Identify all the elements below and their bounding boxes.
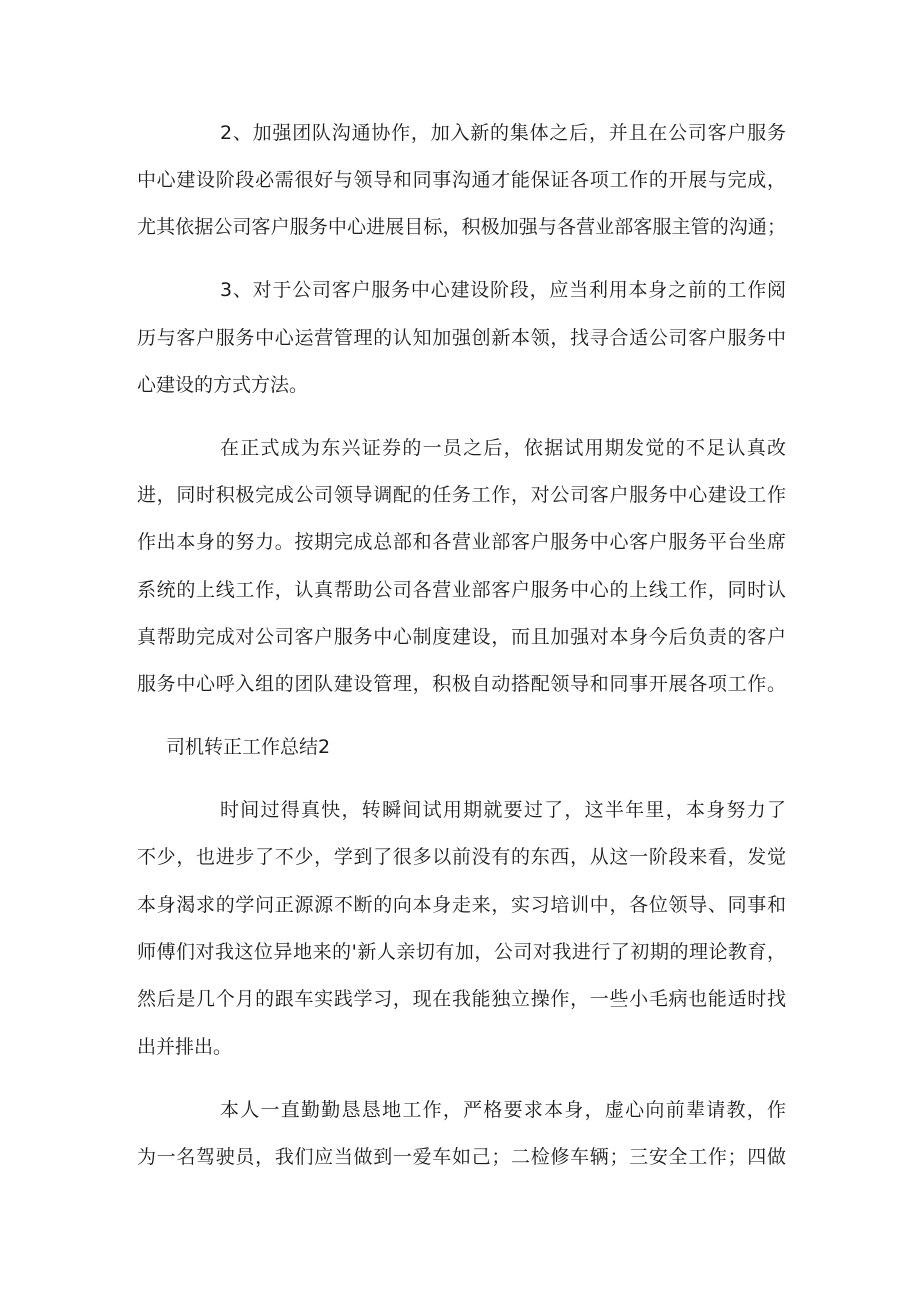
paragraph-2-line-2: 中心建设阶段必需很好与领导和同事沟通才能保证各项工作的开展与完成， xyxy=(137,169,786,191)
paragraph-4-line-6: 服务中心呼入组的团队建设管理，积极自动搭配领导和同事开展各项工作。 xyxy=(137,673,786,695)
paragraph-5-line-4: 师傅们对我这位异地来的'新人亲切有加，公司对我进行了初期的理论教育， xyxy=(137,941,786,963)
paragraph-4-line-3: 作出本身的努力。按期完成总部和各营业部客户服务中心客户服务平台坐席 xyxy=(137,531,786,553)
paragraph-3-line-1: 3、对于公司客户服务中心建设阶段，应当利用本身之前的工作阅 xyxy=(220,279,786,301)
paragraph-5-line-3: 本身渴求的学问正源源不断的向本身走来，实习培训中，各位领导、同事和 xyxy=(137,894,786,916)
paragraph-6-line-1: 本人一直勤勤恳恳地工作，严格要求本身，虚心向前辈请教，作 xyxy=(220,1099,786,1121)
paragraph-5-line-2: 不少，也进步了不少，学到了很多以前没有的东西，从这一阶段来看，发觉 xyxy=(137,846,786,868)
paragraph-5-line-5: 然后是几个月的跟车实践学习，现在我能独立操作，一些小毛病也能适时找 xyxy=(137,988,786,1010)
paragraph-3-line-2: 历与客户服务中心运营管理的认知加强创新本领，找寻合适公司客户服务中 xyxy=(137,327,786,349)
paragraph-3-line-3: 心建设的方式方法。 xyxy=(137,374,309,396)
paragraph-4-line-1: 在正式成为东兴证券的一员之后，依据试用期发觉的不足认真改 xyxy=(220,437,786,459)
paragraph-5-line-1: 时间过得真快，转瞬间试用期就要过了，这半年里，本身努力了 xyxy=(220,799,786,821)
paragraph-4-line-5: 真帮助完成对公司客户服务中心制度建设，而且加强对本身今后负责的客户 xyxy=(137,626,786,648)
paragraph-2-line-1: 2、加强团队沟通协作，加入新的集体之后，并且在公司客户服务 xyxy=(220,122,786,144)
paragraph-5-line-6: 出并排出。 xyxy=(137,1036,233,1058)
paragraph-6-line-2: 为一名驾驶员，我们应当做到一爱车如己；二检修车辆；三安全工作；四做 xyxy=(137,1146,786,1168)
paragraph-2-line-3: 尤其依据公司客户服务中心进展目标，积极加强与各营业部客服主管的沟通； xyxy=(137,216,786,238)
paragraph-4-line-4: 系统的上线工作，认真帮助公司各营业部客户服务中心的上线工作，同时认 xyxy=(137,579,786,601)
section-heading: 司机转正工作总结2 xyxy=(166,736,331,758)
paragraph-4-line-2: 进，同时积极完成公司领导调配的任务工作，对公司客户服务中心建设工作 xyxy=(137,484,786,506)
